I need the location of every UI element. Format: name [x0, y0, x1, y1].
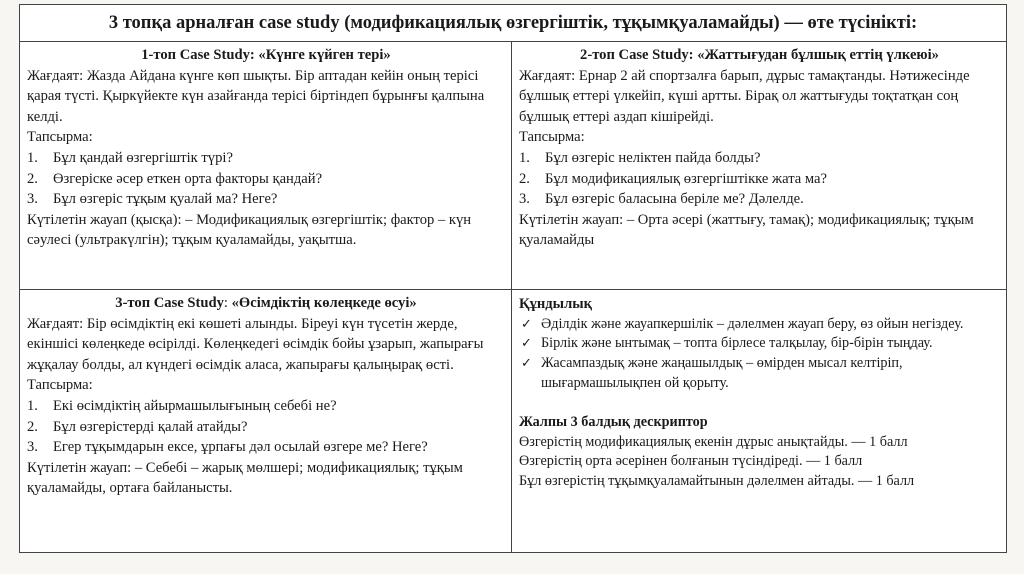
list-item — [27, 169, 505, 190]
list-text: Бұл өзгеріс неліктен пайда болды? — [545, 149, 761, 166]
case-3-situation: Жағдаят: Бір өсімдіктің екі көшеті алынды. Біреуі күн түсетін жерде, екіншісі көлеңкеде өсірілді. Көлеңкедегі өсімдік бойы ұзарып, жапырағы жұқалау болды, ал күндегі өсімдік аласа, жапырағы қалыңырақ өсті. — [27, 315, 484, 373]
list-item — [27, 396, 505, 417]
list-text: Әділдік және жауапкершілік – дәлелмен жауап беру, өз ойын негіздеу. — [541, 315, 964, 332]
spacer — [519, 394, 1000, 413]
case-3-heading-label: 3-топ Case Study — [115, 295, 224, 311]
values-cell — [512, 290, 1006, 552]
list-text: Бұл модификациялық өзгергіштікке жата ма? — [545, 170, 827, 187]
checkmark-icon: ✓ — [521, 356, 532, 372]
case-2-task-list — [519, 148, 1000, 210]
case-3-answer: Күтілетін жауап: – Себебі – жарық мөлшері; модификациялық; тұқым қуаламайды, ортаға байланысты. — [27, 459, 463, 497]
list-text: Бұл өзгерістерді қалай атайды? — [53, 418, 248, 435]
case-3-task-list — [27, 396, 505, 458]
list-text: Жасампаздық және жаңашылдық – өмірден мысал келтіріп, шығармашылықпен ой қорыту. — [541, 355, 903, 391]
case-2-task-label: Тапсырма: — [519, 129, 585, 146]
list-item — [519, 148, 1000, 169]
case-3-heading-title: «Өсімдіктің көлеңкеде өсуі» — [231, 295, 417, 311]
list-text: Бұл қандай өзгергіштік түрі? — [53, 149, 233, 166]
case-grid — [20, 42, 1006, 552]
list-text: Бұл өзгеріс тұқым қуалай ма? Неге? — [53, 191, 278, 208]
case-1-situation: Жағдаят: Жазда Айдана күнге көп шықты. Бір аптадан кейін оның терісі қарая түсті. Қыркүйекте күн азайғанда терісі біртіндеп бұрынғы қалпына келді. — [27, 67, 485, 125]
list-item — [27, 417, 505, 438]
checkmark-icon: ✓ — [521, 316, 532, 332]
list-item — [27, 189, 505, 210]
descriptor-heading: Жалпы 3 балдық дескриптор — [519, 413, 708, 430]
case-study-table — [19, 4, 1007, 553]
checkmark-icon: ✓ — [521, 336, 532, 352]
list-item — [519, 189, 1000, 210]
case-2-situation: Жағдаят: Ернар 2 ай спортзалға барып, дұрыс тамақтанды. Нәтижесінде бұлшық еттері үлкейіп, күші артты. Бірақ ол жаттығуды тоқтатқан соң бұлшық еттері аздап кішірейді. — [519, 67, 970, 125]
list-text: Бірлік және ынтымақ – топта бірлесе талқылау, бір-бірін тыңдау. — [541, 335, 933, 352]
descriptor-line: Өзгерістің орта әсерінен болғанын түсіндіреді. — 1 балл — [519, 453, 863, 470]
descriptor-line: Өзгерістің модификациялық екенін дұрыс анықтайды. — 1 балл — [519, 433, 908, 450]
page-title: 3 топқа арналған case study (модификациялық өзгергіштік, тұқымқуаламайды) — өте түсінікті: — [20, 5, 1006, 42]
values-list — [519, 315, 1000, 394]
list-item — [519, 334, 1000, 354]
list-number: 2. — [27, 170, 38, 187]
list-text: Екі өсімдіктің айырмашылығының себебі не? — [53, 397, 337, 414]
list-number: 2. — [519, 170, 530, 187]
case-2-answer: Күтілетін жауап: – Орта әсері (жаттығу, тамақ); модификациялық; тұқым қуаламайды — [519, 211, 974, 249]
case-1-task-list — [27, 148, 505, 210]
list-text: Егер тұқымдарын ексе, ұрпағы дәл осылай өзгере ме? Неге? — [53, 439, 428, 456]
values-heading: Құндылық — [519, 296, 593, 312]
list-number: 1. — [27, 149, 38, 166]
descriptor-block — [519, 413, 1000, 492]
list-number: 3. — [27, 439, 38, 456]
case-1-cell — [20, 42, 512, 290]
case-3-heading-separator: : — [223, 295, 232, 311]
list-number: 2. — [27, 418, 38, 435]
list-item — [519, 354, 1000, 394]
case-2-cell — [512, 42, 1006, 290]
list-number: 3. — [519, 191, 530, 208]
list-number: 1. — [519, 149, 530, 166]
case-3-task-label: Тапсырма: — [27, 377, 93, 394]
list-text: Бұл өзгеріс баласына беріле ме? Дәлелде. — [545, 191, 804, 208]
list-number: 1. — [27, 397, 38, 414]
case-2-heading: 2-топ Case Study: «Жаттығудан бұлшық еттің үлкеюі» — [580, 47, 939, 63]
list-number: 3. — [27, 191, 38, 208]
list-item — [519, 169, 1000, 190]
case-1-heading: 1-топ Case Study: «Күнге күйген тері» — [141, 47, 391, 63]
list-item — [27, 437, 505, 458]
list-item — [27, 148, 505, 169]
case-1-task-label: Тапсырма: — [27, 129, 93, 146]
case-3-cell — [20, 290, 512, 552]
list-item — [519, 315, 1000, 335]
case-3-heading — [27, 293, 505, 314]
case-1-answer: Күтілетін жауап (қысқа): – Модификациялық өзгергіштік; фактор – күн сәулесі (ультракүлгін); тұқым қуаламайды, уақытша. — [27, 211, 472, 249]
list-text: Өзгеріске әсер еткен орта факторы қандай? — [53, 170, 323, 187]
descriptor-line: Бұл өзгерістің тұқымқуаламайтынын дәлелмен айтады. — 1 балл — [519, 473, 915, 490]
